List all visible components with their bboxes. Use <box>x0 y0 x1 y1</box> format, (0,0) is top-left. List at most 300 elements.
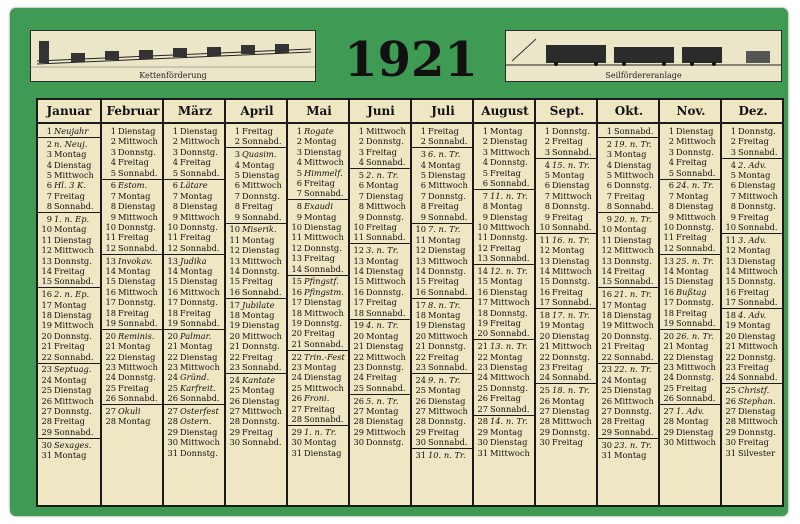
day-weekday: Mittwoch <box>366 426 406 437</box>
day-row <box>38 276 100 286</box>
day-number: 4 <box>172 157 178 168</box>
month-name: Sept. <box>536 100 598 124</box>
day-weekday: Donnstg. <box>738 126 776 136</box>
day-number: 24 <box>539 372 550 383</box>
day-row <box>102 406 164 416</box>
day-row <box>536 147 598 157</box>
day-number: 26 <box>291 393 302 404</box>
day-row <box>536 245 598 255</box>
day-number: 11 <box>725 234 736 245</box>
day-weekday: Dienstag <box>676 126 714 136</box>
day-weekday: Dienstag <box>490 437 528 448</box>
day-number: 17 <box>601 299 612 310</box>
day-row <box>350 147 412 157</box>
day-row <box>536 266 598 276</box>
day-row <box>226 362 288 372</box>
day-number: 10 <box>477 222 488 232</box>
day-row <box>164 297 226 307</box>
day-holiday: 26. n. Tr. <box>676 330 714 341</box>
day-row <box>536 427 598 437</box>
day-number: 5 <box>482 167 488 178</box>
day-row <box>38 375 100 385</box>
day-number: 12 <box>601 245 612 256</box>
day-weekday: Freitag <box>428 201 459 212</box>
month-column-9 <box>534 100 598 505</box>
day-weekday: Dienstag <box>552 406 590 416</box>
day-row <box>536 352 598 362</box>
day-row <box>288 352 350 362</box>
day-number: 14 <box>539 266 550 276</box>
day-row <box>722 437 784 447</box>
day-weekday: Mittwoch <box>676 136 716 147</box>
day-number: 1 <box>296 126 302 136</box>
day-row <box>412 450 474 460</box>
day-row <box>164 276 226 286</box>
day-number: 20 <box>663 330 674 341</box>
day-weekday: Montag <box>118 266 151 276</box>
day-number: 5 <box>110 167 116 178</box>
day-row <box>598 214 660 224</box>
day-holiday: Christf. <box>738 385 770 396</box>
day-row <box>102 383 164 393</box>
day-weekday: Dienstag <box>304 297 342 308</box>
day-weekday: Donnstg. <box>552 276 590 287</box>
day-number: 10 <box>663 222 674 232</box>
day-row <box>38 331 100 341</box>
day-number: 16 <box>601 289 612 300</box>
day-row <box>536 396 598 406</box>
day-weekday: Dienstag <box>118 201 156 212</box>
day-weekday: Montag <box>242 159 275 170</box>
day-weekday: Sonnabd. <box>366 382 406 393</box>
day-row <box>102 126 164 136</box>
day-number: 3 <box>482 146 488 157</box>
day-row <box>350 320 412 330</box>
day-weekday: Mittwoch <box>552 190 592 201</box>
day-number: 12 <box>477 242 488 253</box>
day-row <box>474 362 536 372</box>
day-weekday: Sonnabd. <box>366 307 406 318</box>
day-number: 20 <box>415 330 426 341</box>
day-weekday: Mittwoch <box>304 382 344 393</box>
day-weekday: Montag <box>54 299 87 310</box>
day-weekday: Dienstag <box>366 416 404 427</box>
day-weekday: Mittwoch <box>242 180 282 191</box>
day-number: 5 <box>420 170 426 180</box>
day-row <box>598 180 660 190</box>
day-row <box>660 406 722 416</box>
day-number: 9 <box>606 214 612 224</box>
day-weekday: Dienstag <box>118 126 156 136</box>
day-row <box>350 157 412 167</box>
day-weekday: Donnstg. <box>242 416 280 427</box>
day-number: 24 <box>291 372 302 383</box>
day-number: 23 <box>601 364 612 375</box>
day-row <box>164 157 226 167</box>
day-row <box>598 310 660 320</box>
day-weekday: Dienstag <box>366 190 404 201</box>
day-number: 25 <box>477 382 488 393</box>
day-number: 6 <box>110 180 116 191</box>
day-weekday: Freitag <box>428 426 459 437</box>
day-number: 4 <box>358 157 364 168</box>
day-number: 25 <box>353 382 364 393</box>
day-weekday: Sonnabd. <box>552 372 592 383</box>
day-holiday: 20. n. Tr. <box>614 214 652 224</box>
day-row <box>350 136 412 146</box>
day-holiday: Himmelf. <box>304 167 343 178</box>
day-weekday: Mittwoch <box>118 211 158 222</box>
day-number: 8 <box>110 201 116 212</box>
day-weekday: Dienstag <box>676 351 714 362</box>
day-row <box>412 437 474 447</box>
day-number: 9 <box>172 211 178 222</box>
day-weekday: Montag <box>428 159 461 170</box>
day-number: 26 <box>229 395 240 406</box>
day-number: 20 <box>725 330 736 341</box>
day-number: 6 <box>172 180 178 191</box>
day-row <box>660 212 722 222</box>
day-row <box>536 126 598 136</box>
day-weekday: Freitag <box>552 437 583 448</box>
day-number: 3 <box>358 146 364 157</box>
day-number: 3 <box>544 146 550 157</box>
day-number: 17 <box>353 297 364 308</box>
day-weekday: Mittwoch <box>490 146 530 157</box>
day-row <box>164 308 226 318</box>
day-row <box>598 440 660 450</box>
day-weekday: Freitag <box>118 382 149 393</box>
day-row <box>660 372 722 382</box>
day-weekday: Sonnabd. <box>304 414 344 424</box>
day-weekday: Sonnabd. <box>54 276 94 287</box>
day-row <box>722 297 784 307</box>
day-row <box>474 276 536 286</box>
day-row <box>474 308 536 318</box>
day-number: 17 <box>291 297 302 308</box>
day-number: 27 <box>663 406 674 416</box>
day-number: 16 <box>477 286 488 297</box>
day-row <box>474 297 536 307</box>
day-weekday: Freitag <box>366 222 397 232</box>
day-number: 5 <box>544 170 550 180</box>
day-row <box>226 287 288 297</box>
day-number: 29 <box>41 426 52 437</box>
day-weekday: Dienstag <box>490 211 528 222</box>
day-row <box>412 331 474 341</box>
day-row <box>38 385 100 395</box>
day-row <box>722 320 784 330</box>
day-number: 15 <box>663 276 674 287</box>
day-row <box>102 393 164 403</box>
day-row <box>164 383 226 393</box>
day-number: 18 <box>105 307 116 318</box>
day-row <box>660 232 722 242</box>
day-row <box>288 264 350 274</box>
day-number: 17 <box>539 297 550 308</box>
day-row <box>722 245 784 255</box>
month-name: Mai <box>288 100 350 124</box>
day-number: 24 <box>353 372 364 383</box>
day-number: 17 <box>105 297 116 308</box>
day-weekday: Dienstag <box>428 320 466 331</box>
day-weekday: Freitag <box>366 297 397 308</box>
day-number: 31 <box>41 450 52 460</box>
day-weekday: Donnstg. <box>366 286 404 297</box>
day-row <box>412 149 474 159</box>
day-row <box>660 201 722 211</box>
day-holiday: 24. n. Tr. <box>676 180 714 191</box>
day-row <box>412 276 474 286</box>
day-row <box>598 224 660 234</box>
day-holiday: 2. n. Ep. <box>54 289 90 300</box>
day-weekday: Sonnabd. <box>242 136 282 147</box>
day-number: 7 <box>420 190 426 201</box>
day-weekday: Mittwoch <box>242 406 282 416</box>
month-column-3 <box>162 100 226 505</box>
day-number: 2 <box>606 138 612 149</box>
day-weekday: Montag <box>242 310 275 320</box>
day-row <box>102 212 164 222</box>
day-row <box>412 352 474 362</box>
day-number: 18 <box>167 307 178 318</box>
vignette-rope-conveyor <box>505 30 782 82</box>
day-row <box>660 222 722 232</box>
day-number: 2 <box>358 136 364 147</box>
day-number: 28 <box>229 416 240 427</box>
day-number: 20 <box>41 330 52 341</box>
day-holiday: Gründ. <box>180 372 210 383</box>
day-weekday: Donnstg. <box>738 276 776 287</box>
day-row <box>598 396 660 406</box>
day-number: 30 <box>353 437 364 448</box>
day-row <box>474 404 536 414</box>
day-row <box>412 427 474 437</box>
month-column-6 <box>348 100 412 505</box>
day-number: 4 <box>544 159 550 170</box>
day-number: 2 <box>46 138 52 149</box>
day-row <box>598 416 660 426</box>
day-number: 19 <box>167 318 178 328</box>
day-weekday: Dienstag <box>490 136 528 147</box>
day-row <box>412 170 474 180</box>
day-number: 18 <box>415 310 426 320</box>
day-holiday: Kantate <box>242 374 276 385</box>
day-weekday: Dienstag <box>304 447 342 458</box>
day-row <box>164 427 226 437</box>
day-number: 7 <box>296 188 302 199</box>
day-number: 8 <box>668 201 674 212</box>
day-weekday: Donnstg. <box>54 255 92 266</box>
day-row <box>38 427 100 437</box>
day-row <box>660 427 722 437</box>
day-row <box>412 160 474 170</box>
day-row <box>536 310 598 320</box>
day-row <box>474 136 536 146</box>
day-weekday: Sonnabd. <box>180 167 220 178</box>
day-row <box>226 224 288 234</box>
day-weekday: Mittwoch <box>180 136 220 147</box>
day-weekday: Donnstg. <box>304 318 342 328</box>
day-row <box>38 170 100 180</box>
day-row <box>660 287 722 297</box>
month-name: März <box>164 100 226 124</box>
day-weekday: Dienstag <box>242 395 280 406</box>
day-number: 26 <box>41 395 52 406</box>
day-number: 12 <box>291 242 302 253</box>
day-row <box>288 339 350 349</box>
day-weekday: Donnstg. <box>366 437 404 448</box>
day-weekday: Freitag <box>304 253 335 264</box>
day-number: 4 <box>420 159 426 170</box>
day-number: 1 <box>172 126 178 136</box>
day-number: 30 <box>291 437 302 448</box>
day-row <box>350 201 412 211</box>
day-number: 9 <box>544 211 550 222</box>
day-row <box>288 372 350 382</box>
day-row <box>350 427 412 437</box>
day-row <box>226 201 288 211</box>
day-holiday: Quasim. <box>242 149 277 160</box>
day-holiday: 10. n. Tr. <box>428 450 466 460</box>
day-number: 11 <box>105 232 116 243</box>
day-row <box>38 235 100 245</box>
day-weekday: Freitag <box>490 167 521 178</box>
day-weekday: Freitag <box>676 307 707 318</box>
day-weekday: Montag <box>304 362 337 372</box>
day-holiday: 4. Adv. <box>738 310 767 320</box>
day-row <box>288 222 350 232</box>
day-number: 28 <box>105 416 116 427</box>
day-weekday: Montag <box>428 310 461 320</box>
day-holiday: Rogate <box>304 126 334 136</box>
day-number: 26 <box>415 395 426 406</box>
day-row <box>226 300 288 310</box>
day-number: 5 <box>296 167 302 178</box>
day-row <box>38 310 100 320</box>
day-row <box>722 310 784 320</box>
day-number: 6 <box>482 178 488 188</box>
day-row <box>598 385 660 395</box>
day-number: 25 <box>663 382 674 393</box>
day-row <box>350 396 412 406</box>
day-number: 18 <box>477 307 488 318</box>
day-weekday: Montag <box>304 136 337 147</box>
day-holiday: 8. n. Tr. <box>428 299 461 310</box>
day-weekday: Dienstag <box>490 286 528 297</box>
day-number: 1 <box>482 126 488 136</box>
day-number: 8 <box>606 201 612 212</box>
day-row <box>598 126 660 136</box>
day-weekday: Dienstag <box>180 201 218 212</box>
day-number: 22 <box>105 351 116 362</box>
day-number: 8 <box>296 201 302 212</box>
day-number: 10 <box>353 222 364 232</box>
day-number: 7 <box>46 190 52 201</box>
day-weekday: Donnstg. <box>180 297 218 308</box>
day-weekday: Montag <box>180 190 213 201</box>
day-weekday: Freitag <box>242 126 273 136</box>
day-row <box>412 266 474 276</box>
day-number: 22 <box>725 351 736 362</box>
day-holiday: 7. n. Tr. <box>428 224 461 235</box>
day-row <box>474 437 536 447</box>
day-weekday: Sonnabd. <box>304 188 344 199</box>
day-number: 19 <box>41 320 52 331</box>
day-row <box>598 201 660 211</box>
day-number: 13 <box>353 255 364 266</box>
day-weekday: Mittwoch <box>614 170 654 180</box>
day-number: 15 <box>539 276 550 287</box>
day-number: 4 <box>668 157 674 168</box>
day-number: 11 <box>601 234 612 245</box>
day-holiday: 23. n. Tr. <box>614 439 652 450</box>
day-number: 30 <box>229 437 240 448</box>
day-row <box>226 160 288 170</box>
day-number: 6 <box>234 180 240 191</box>
day-row <box>412 320 474 330</box>
day-row <box>412 201 474 211</box>
day-weekday: Donnstg. <box>366 211 404 222</box>
day-weekday: Dienstag <box>304 146 342 157</box>
day-number: 29 <box>539 426 550 437</box>
day-weekday: Donnstg. <box>180 222 218 232</box>
day-weekday: Mittwoch <box>676 362 716 372</box>
day-number: 3 <box>46 149 52 160</box>
day-weekday: Sonnabd. <box>428 362 468 372</box>
day-weekday: Dienstag <box>676 201 714 212</box>
day-row <box>474 212 536 222</box>
day-holiday: 6. n. Tr. <box>428 149 461 160</box>
day-number: 4 <box>110 157 116 168</box>
day-number: 20 <box>477 328 488 339</box>
day-number: 25 <box>41 385 52 396</box>
day-weekday: Sonnabd. <box>366 232 406 243</box>
day-number: 25 <box>229 385 240 396</box>
day-number: 16 <box>353 286 364 297</box>
vignette-right-caption: Seilfördereranlage <box>605 71 682 80</box>
day-number: 17 <box>41 299 52 310</box>
day-row <box>350 232 412 242</box>
day-weekday: Freitag <box>242 351 273 362</box>
day-number: 12 <box>229 245 240 256</box>
day-weekday: Dienstag <box>552 255 590 266</box>
day-number: 9 <box>296 211 302 222</box>
month-column-12 <box>720 100 784 505</box>
day-holiday: Pfingstf. <box>304 276 339 287</box>
day-weekday: Dienstag <box>54 310 92 320</box>
month-column-7 <box>410 100 474 505</box>
day-row <box>536 385 598 395</box>
day-number: 19 <box>601 320 612 331</box>
day-weekday: Freitag <box>614 416 645 427</box>
day-row <box>350 287 412 297</box>
day-weekday: Freitag <box>738 211 769 222</box>
day-weekday: Mittwoch <box>54 245 94 256</box>
day-number: 9 <box>46 214 52 224</box>
day-weekday: Donnstg. <box>242 190 280 201</box>
day-row <box>474 178 536 188</box>
day-holiday: Osterfest <box>180 406 219 416</box>
day-row <box>164 448 226 458</box>
day-row <box>288 147 350 157</box>
day-weekday: Sonnabd. <box>552 146 592 157</box>
day-row <box>226 396 288 406</box>
day-row <box>660 352 722 362</box>
day-weekday: Montag <box>738 245 771 256</box>
day-row <box>598 276 660 286</box>
day-row <box>226 191 288 201</box>
